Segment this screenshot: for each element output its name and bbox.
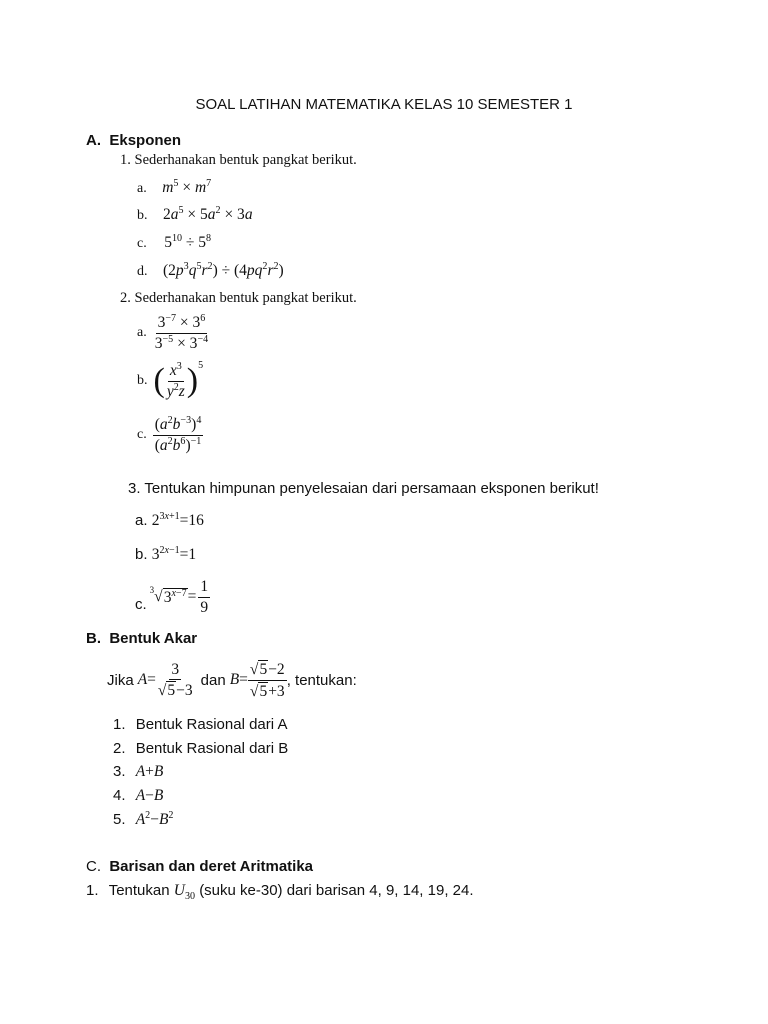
question-1-label: 1. Sederhanakan bentuk pangkat berikut. (120, 152, 357, 168)
math-expression: $3^{2x-1}=1$ (151, 544, 197, 563)
b-item-3 (113, 763, 163, 781)
b-item-2 (113, 740, 288, 757)
section-c-letter: C. (86, 858, 101, 875)
math-expression: A+B (135, 763, 164, 780)
math-expression: $2a^5 \times 5a^2 \times 3a$ (163, 204, 253, 223)
item-number: 2. (113, 740, 126, 757)
q2-item-b (137, 362, 203, 401)
item-letter: d. (137, 264, 148, 279)
question-3-label: 3. Tentukan himpunan penyelesaian dari persamaan eksponen berikut! (128, 480, 599, 497)
q3-item-c (135, 578, 210, 617)
b-item-4 (113, 787, 163, 805)
section-b-heading (86, 630, 197, 647)
item-letter: a. (137, 181, 147, 196)
b-item-1 (113, 716, 287, 733)
section-b-title: Bentuk Akar (109, 630, 198, 647)
q2-item-c (137, 416, 203, 455)
question-2-label: 2. Sederhanakan bentuk pangkat berikut. (120, 290, 357, 306)
item-letter: c. (137, 236, 147, 251)
section-b-intro (107, 660, 357, 701)
item-letter: c. (137, 427, 147, 443)
item-number: 5. (113, 811, 126, 828)
q1-item-b (137, 206, 253, 224)
math-expression: $U_{30}$ (173, 882, 196, 903)
item-number: 1. (86, 882, 99, 899)
item-text: (suku ke-30) dari barisan 4, 9, 14, 19, 24. (199, 882, 474, 899)
math-expression: ( $\frac{x^3}{y^2z}$ ) 5 (153, 360, 204, 400)
item-number: 4. (113, 787, 126, 804)
intro-text: Jika (107, 671, 134, 689)
math-expression: $m^5 \times m^7$ (162, 177, 212, 196)
item-letter: b. (137, 373, 148, 389)
q1-item-d (137, 262, 284, 280)
q3-item-a (135, 512, 204, 530)
math-expression: $2^{3x+1}=16$ (151, 510, 204, 529)
math-definition-b: B = $\frac{√5-2}{√5+3}$ (229, 661, 285, 700)
c-question-1 (86, 882, 474, 903)
q1-item-c (137, 234, 211, 252)
math-expression: $5^{10} \div 5^8$ (164, 232, 212, 251)
math-fraction: $\frac{(a^2b^{-3})^4}{(a^2b^6)^{-1}}$ (154, 414, 202, 454)
section-a-heading (86, 132, 181, 149)
math-expression: A−B (135, 787, 164, 804)
section-b-letter: B. (86, 630, 101, 647)
item-number: 3. (113, 763, 126, 780)
item-letter: b. (137, 208, 148, 223)
q2-item-a (137, 314, 210, 353)
math-fraction: $\frac{3^{-7} \times 3^6}{3^{-5} \times 3^{-4}}$ (154, 312, 209, 352)
item-text: Tentukan (108, 882, 170, 899)
math-expression: 3 √ $3^{x-7}$ = $\frac{1}{9}$ (149, 578, 209, 616)
item-text: Bentuk Rasional dari A (135, 716, 288, 733)
item-text: Bentuk Rasional dari B (135, 740, 289, 757)
q3-item-b (135, 546, 196, 564)
item-letter: c. (135, 595, 147, 613)
intro-text: , tentukan: (286, 671, 357, 689)
item-letter: a. (135, 512, 148, 529)
page-title: SOAL LATIHAN MATEMATIKA KELAS 10 SEMESTER 1 (195, 96, 573, 113)
b-item-5 (113, 811, 173, 829)
section-c-heading (86, 858, 313, 875)
math-expression: $(2p^3q^5r^2) \div (4pq^2r^2)$ (163, 260, 284, 279)
section-a-letter: A. (86, 132, 101, 149)
item-number: 1. (113, 716, 126, 733)
math-expression: $A^2-B^2$ (135, 809, 174, 828)
section-c-title: Barisan dan deret Aritmatika (109, 858, 314, 875)
item-letter: a. (137, 325, 147, 341)
q1-item-a (137, 179, 211, 197)
math-definition-a: A = $\frac{3}{√5-3}$ (137, 660, 193, 700)
intro-text: dan (200, 671, 226, 689)
section-a-title: Eksponen (109, 132, 182, 149)
item-letter: b. (135, 546, 148, 563)
